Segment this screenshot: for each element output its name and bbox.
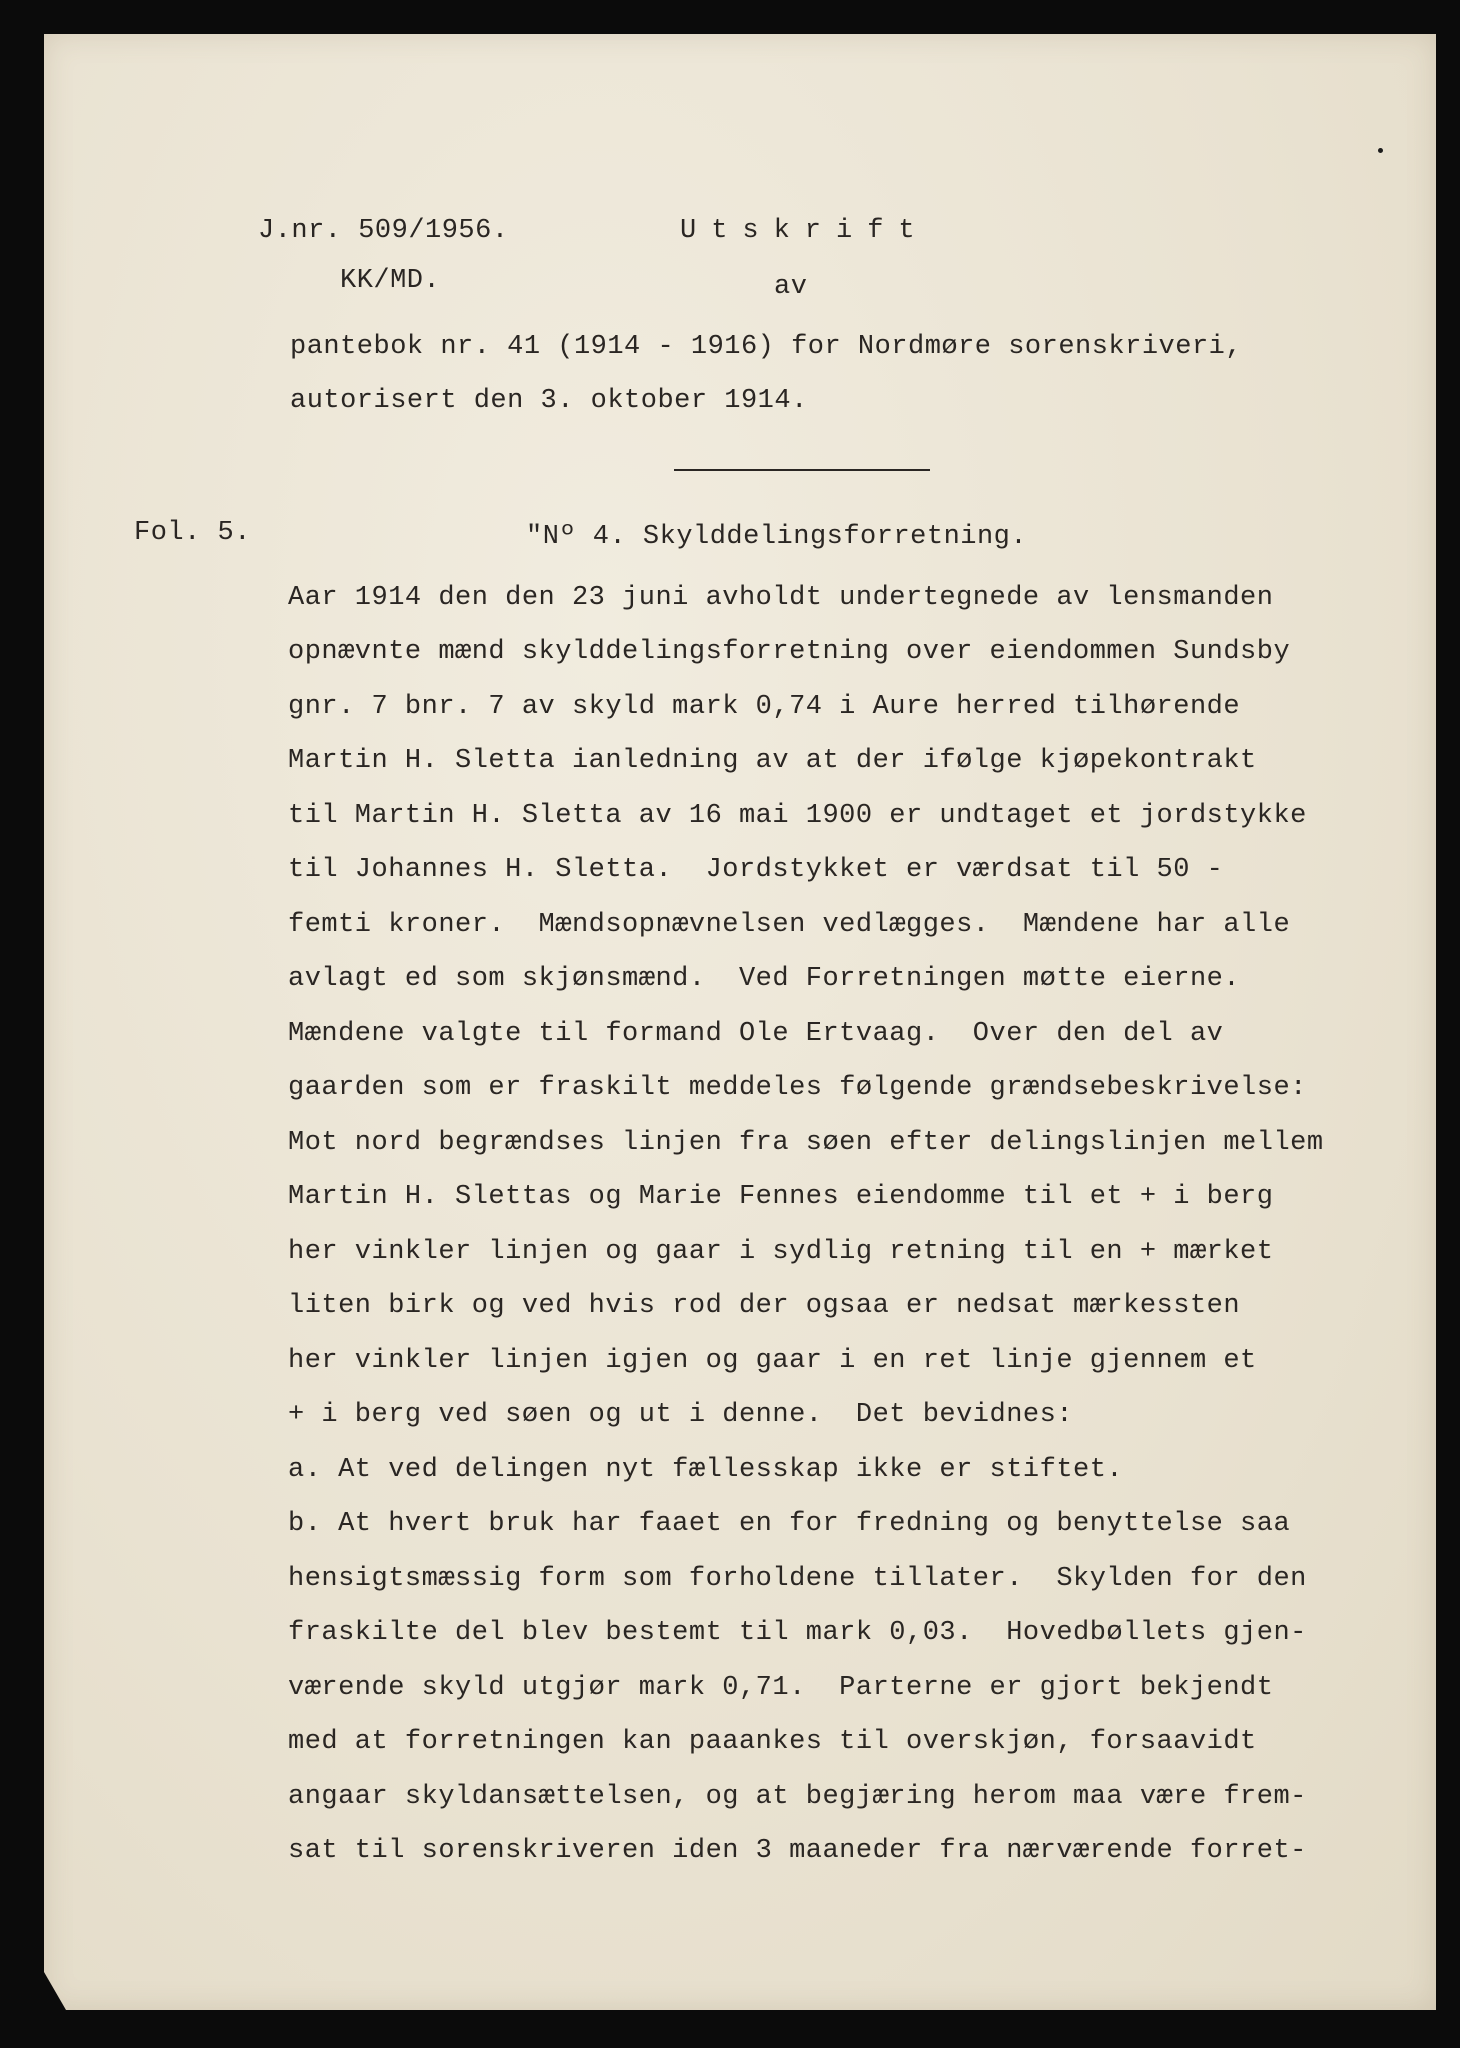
body-line: værende skyld utgjør mark 0,71. Parterne er gjort bekjendt <box>288 1673 1274 1703</box>
body-line: Mændene valgte til formand Ole Ertvaag. Over den del av <box>288 1019 1224 1049</box>
body-line: femti kroner. Mændsopnævnelsen vedlægges. Mændene har alle <box>288 910 1291 940</box>
section-heading: "Nº 4. Skylddelingsforretning. <box>526 522 1028 552</box>
body-line: med at forretningen kan paaankes til overskjøn, forsaavidt <box>288 1727 1257 1757</box>
body-line: her vinkler linjen igjen og gaar i en ret linje gjennem et <box>288 1346 1257 1376</box>
case-initials: KK/MD. <box>340 266 441 296</box>
body-line: b. At hvert bruk har faaet en for fredning og benyttelse saa <box>288 1509 1291 1539</box>
body-line: opnævnte mænd skylddelingsforretning over eiendommen Sundsby <box>288 637 1291 667</box>
body-line: Aar 1914 den den 23 juni avholdt undertegnede av lensmanden <box>288 583 1274 613</box>
body-line: Mot nord begrændses linjen fra søen efter delingslinjen mellem <box>288 1128 1324 1158</box>
separator-rule <box>674 469 930 471</box>
margin-note: Fol. 5. <box>134 518 251 548</box>
torn-corner <box>44 1972 66 2010</box>
body-line: hensigtsmæssig form som forholdene tillater. Skylden for den <box>288 1564 1307 1594</box>
body-line: fraskilte del blev bestemt til mark 0,03. Hovedbøllets gjen- <box>288 1618 1307 1648</box>
body-line: gaarden som er fraskilt meddeles følgende grændsebeskrivelse: <box>288 1073 1307 1103</box>
body-line: a. At ved delingen nyt fællesskap ikke er stiftet. <box>288 1455 1124 1485</box>
header-line-2: autorisert den 3. oktober 1914. <box>290 386 808 416</box>
body-line: til Johannes H. Sletta. Jordstykket er værdsat til 50 - <box>288 855 1224 885</box>
document-title: Utskrift <box>680 216 930 246</box>
body-line: avlagt ed som skjønsmænd. Ved Forretningen møtte eierne. <box>288 964 1241 994</box>
ink-speck <box>1378 148 1383 153</box>
title-av: av <box>774 272 808 302</box>
header-line-1: pantebok nr. 41 (1914 - 1916) for Nordmøre sorenskriveri, <box>290 332 1243 362</box>
body-line: liten birk og ved hvis rod der ogsaa er nedsat mærkessten <box>288 1291 1241 1321</box>
body-line: gnr. 7 bnr. 7 av skyld mark 0,74 i Aure herred tilhørende <box>288 692 1241 722</box>
journal-number: J.nr. 509/1956. <box>258 216 509 246</box>
body-line: sat til sorenskriveren iden 3 maaneder fra nærværende forret- <box>288 1836 1307 1866</box>
body-line: Martin H. Slettas og Marie Fennes eiendomme til et + i berg <box>288 1182 1274 1212</box>
body-line: angaar skyldansættelsen, og at begjæring herom maa være frem- <box>288 1782 1307 1812</box>
body-line: + i berg ved søen og ut i denne. Det bevidnes: <box>288 1400 1074 1430</box>
body-line: til Martin H. Sletta av 16 mai 1900 er undtaget et jordstykke <box>288 801 1307 831</box>
body-line: her vinkler linjen og gaar i sydlig retning til en + mærket <box>288 1237 1274 1267</box>
body-line: Martin H. Sletta ianledning av at der ifølge kjøpekontrakt <box>288 746 1257 776</box>
